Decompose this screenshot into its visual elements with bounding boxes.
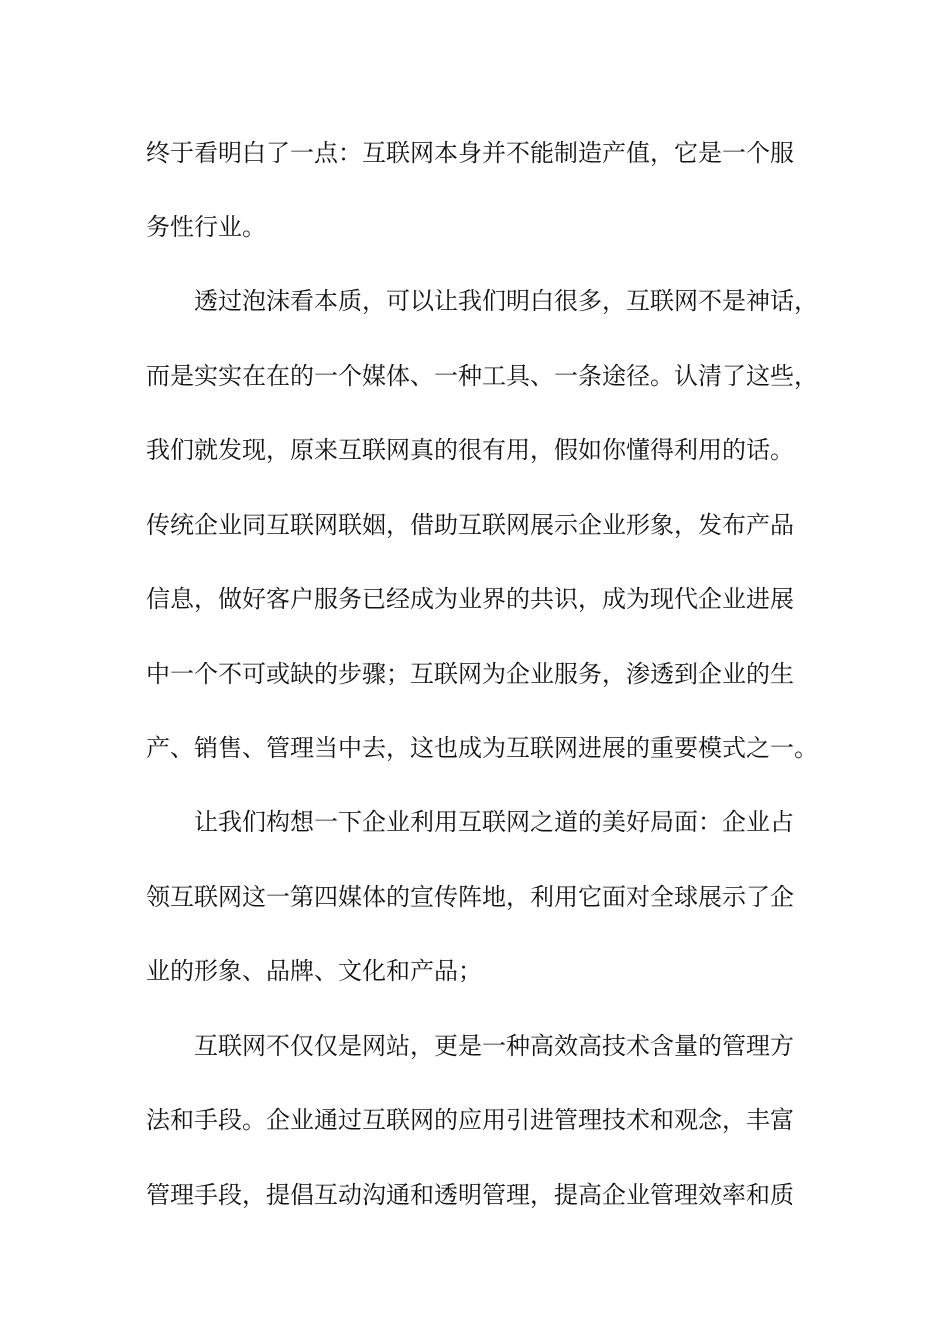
- text-line: 透过泡沫看本质，可以让我们明白很多，互联网不是神话，: [194, 287, 818, 315]
- text-line: 务性行业。: [146, 213, 266, 241]
- text-line: 管理手段，提倡互动沟通和透明管理，提高企业管理效率和质: [146, 1181, 794, 1209]
- text-line: 业的形象、品牌、文化和产品；: [146, 957, 482, 985]
- text-line: 信息，做好客户服务已经成为业界的共识，成为现代企业进展: [146, 585, 794, 613]
- text-line: 而是实实在在的一个媒体、一种工具、一条途径。认清了这些，: [146, 362, 818, 390]
- text-line: 让我们构想一下企业利用互联网之道的美好局面：企业占: [194, 808, 794, 836]
- text-line: 终于看明白了一点：互联网本身并不能制造产值，它是一个服: [146, 139, 794, 167]
- text-line: 产、销售、管理当中去，这也成为互联网进展的重要模式之一。: [146, 734, 818, 762]
- text-line: 传统企业同互联网联姻，借助互联网展示企业形象，发布产品: [146, 511, 794, 539]
- text-line: 领互联网这一第四媒体的宣传阵地，利用它面对全球展示了企: [146, 883, 794, 911]
- text-line: 中一个不可或缺的步骤；互联网为企业服务，渗透到企业的生: [146, 660, 794, 688]
- text-line: 我们就发现，原来互联网真的很有用，假如你懂得利用的话。: [146, 436, 794, 464]
- text-line: 互联网不仅仅是网站，更是一种高效高技术含量的管理方: [194, 1032, 794, 1060]
- text-line: 法和手段。企业通过互联网的应用引进管理技术和观念，丰富: [146, 1106, 794, 1134]
